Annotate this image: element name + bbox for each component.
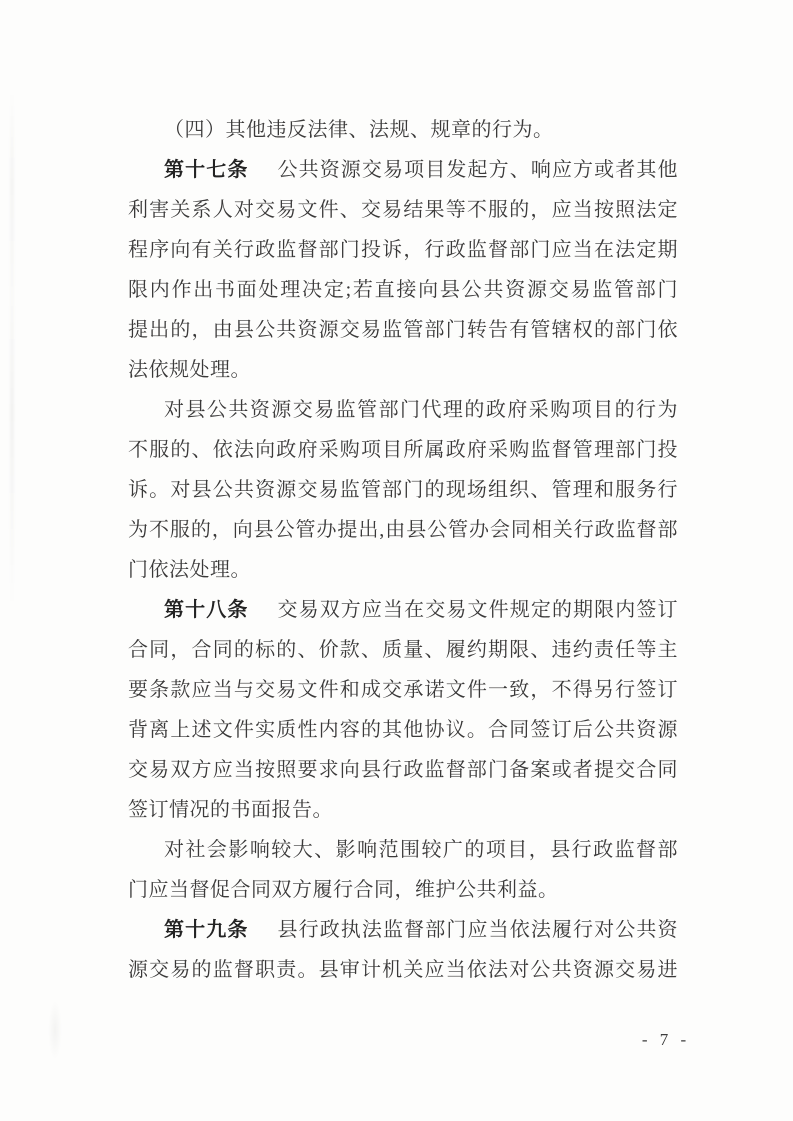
line-text: 源交易的监督职责。县审计机关应当依法对公共资源交易进 bbox=[128, 959, 678, 981]
line-text: 为不服的，向县公管办提出,由县公管办会同相关行政监督部 bbox=[128, 519, 678, 541]
article-number-label: 第十八条 bbox=[164, 599, 249, 621]
text-line bbox=[128, 510, 678, 550]
line-text: 提出的，由县公共资源交易监管部门转告有管辖权的部门依 bbox=[128, 319, 678, 341]
article-number-label: 第十七条 bbox=[164, 159, 249, 181]
line-text: 限内作出书面处理决定;若直接向县公共资源交易监管部门 bbox=[128, 279, 678, 301]
line-text: 法依规处理。 bbox=[128, 359, 251, 381]
page-number: - 7 - bbox=[641, 1030, 691, 1049]
scan-artifact-smudge bbox=[48, 1000, 62, 1060]
text-line bbox=[128, 550, 678, 590]
text-line bbox=[128, 310, 678, 350]
text-line bbox=[128, 110, 678, 150]
line-text: 签订情况的书面报告。 bbox=[128, 799, 333, 821]
line-text: 公共资源交易项目发起方、响应方或者其他 bbox=[277, 159, 679, 181]
text-line bbox=[128, 630, 678, 670]
document-body bbox=[128, 110, 678, 990]
text-line bbox=[128, 670, 678, 710]
text-line bbox=[128, 710, 678, 750]
line-text: 对社会影响较大、影响范围较广的项目，县行政监督部 bbox=[164, 839, 678, 861]
text-line bbox=[128, 390, 678, 430]
line-text: 利害关系人对交易文件、交易结果等不服的，应当按照法定 bbox=[128, 199, 678, 221]
article-number-label: 第十九条 bbox=[164, 919, 249, 941]
text-line bbox=[128, 270, 678, 310]
line-text: 门依法处理。 bbox=[128, 559, 251, 581]
line-text: 合同，合同的标的、价款、质量、履约期限、违约责任等主 bbox=[128, 639, 678, 661]
line-text: 要条款应当与交易文件和成交承诺文件一致，不得另行签订 bbox=[128, 679, 678, 701]
line-text: （四）其他违反法律、法规、规章的行为。 bbox=[164, 119, 554, 141]
text-line bbox=[128, 950, 678, 990]
scan-artifact-streak bbox=[10, 90, 14, 610]
text-line bbox=[128, 350, 678, 390]
text-line bbox=[128, 830, 678, 870]
line-text: 诉。对县公共资源交易监管部门的现场组织、管理和服务行 bbox=[128, 479, 678, 501]
text-line bbox=[128, 870, 678, 910]
text-line bbox=[128, 790, 678, 830]
line-text: 背离上述文件实质性内容的其他协议。合同签订后公共资源 bbox=[128, 719, 678, 741]
text-line bbox=[128, 910, 678, 950]
text-line bbox=[128, 590, 678, 630]
line-text: 县行政执法监督部门应当依法履行对公共资 bbox=[277, 919, 679, 941]
line-text: 门应当督促合同双方履行合同，维护公共利益。 bbox=[128, 879, 559, 901]
text-line bbox=[128, 430, 678, 470]
line-text: 对县公共资源交易监管部门代理的政府采购项目的行为 bbox=[164, 399, 678, 421]
text-line bbox=[128, 150, 678, 190]
text-line bbox=[128, 750, 678, 790]
text-line bbox=[128, 190, 678, 230]
line-text: 程序向有关行政监督部门投诉，行政监督部门应当在法定期 bbox=[128, 239, 678, 261]
text-line bbox=[128, 230, 678, 270]
text-line bbox=[128, 470, 678, 510]
line-text: 交易双方应当在交易文件规定的期限内签订 bbox=[277, 599, 679, 621]
line-text: 不服的、依法向政府采购项目所属政府采购监督管理部门投 bbox=[128, 439, 678, 461]
line-text: 交易双方应当按照要求向县行政监督部门备案或者提交合同 bbox=[128, 759, 678, 781]
